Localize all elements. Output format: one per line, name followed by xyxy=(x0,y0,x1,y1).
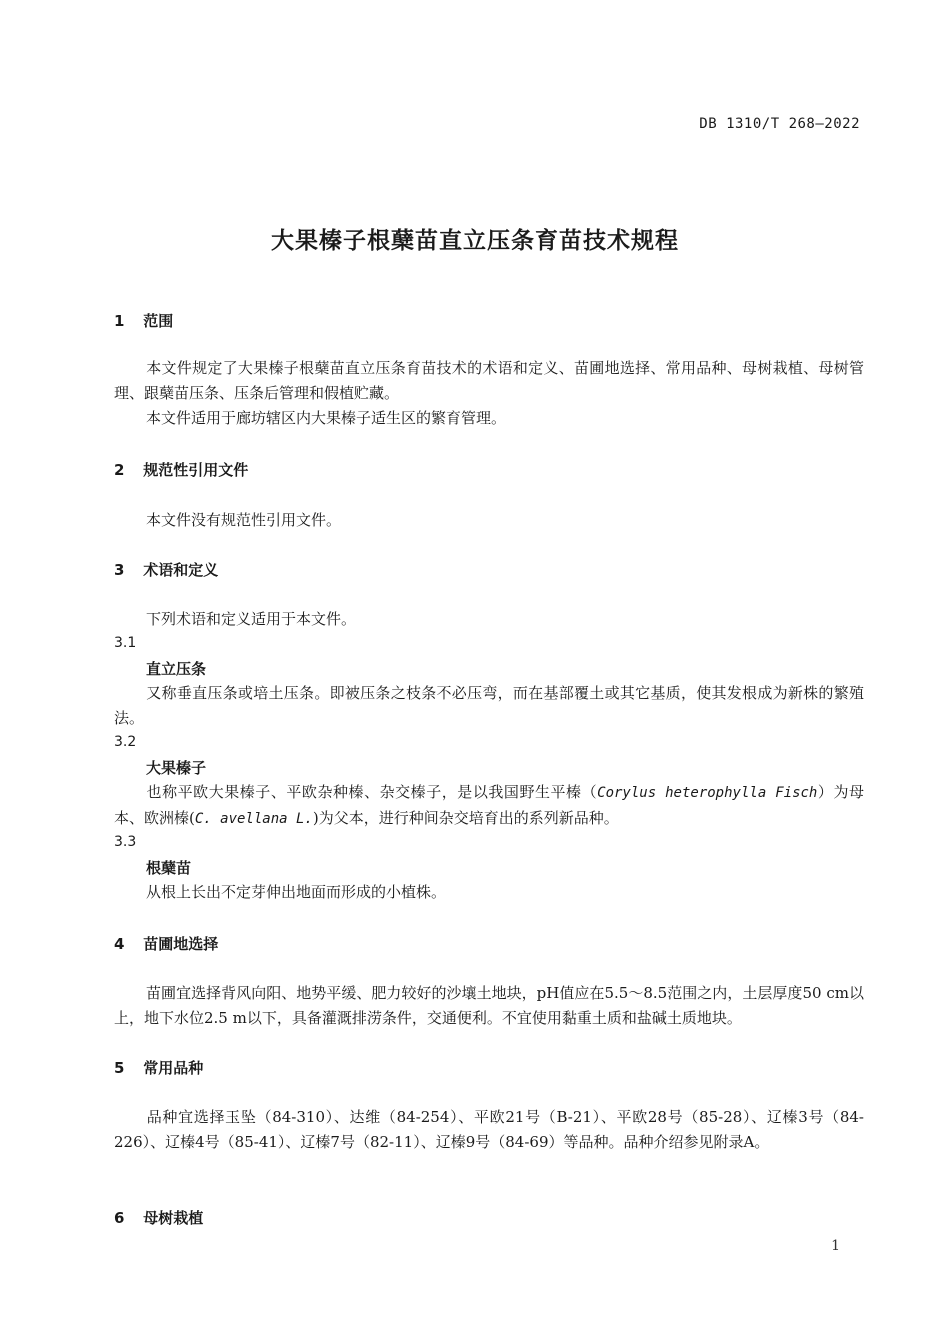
document-code: DB 1310/T 268—2022 xyxy=(699,116,860,132)
term-3-1-definition: 又称垂直压条或培土压条。即被压条之枝条不必压弯，而在基部覆土或其它基质，使其发根成为新株的繁殖法。 xyxy=(114,684,864,727)
section-6-heading: 6 母树栽植 xyxy=(114,1209,204,1227)
section-2-heading: 2 规范性引用文件 xyxy=(114,461,249,479)
term-3-3-definition: 从根上长出不定芽伸出地面而形成的小植株。 xyxy=(146,883,447,901)
section-1-paragraph-1: 本文件规定了大果榛子根蘖苗直立压条育苗技术的术语和定义、苗圃地选择、常用品种、母树栽植、母树管理、跟蘖苗压条、压条后管理和假植贮藏。 xyxy=(114,359,864,402)
latin-name-avellana: C. avellana L. xyxy=(194,811,313,827)
term-3-3-title: 根蘖苗 xyxy=(146,859,192,877)
term-3-1-number: 3.1 xyxy=(114,635,137,651)
term-3-2-title: 大果榛子 xyxy=(146,759,207,777)
latin-name-corylus: Corylus heterophylla Fisch xyxy=(597,785,818,801)
term-3-2-number: 3.2 xyxy=(114,734,137,750)
section-5-heading: 5 常用品种 xyxy=(114,1059,204,1077)
section-3-paragraph-1: 下列术语和定义适用于本文件。 xyxy=(146,610,357,628)
term-3-2-definition: 也称平欧大果榛子、平欧杂种榛、杂交榛子，是以我国野生平榛（Corylus heterophylla Fisch）为母本、欧洲榛(C. avellana L.)为父本，进行种间杂交培育出的系列新品种。 xyxy=(114,783,864,827)
section-1-paragraph-2: 本文件适用于廊坊辖区内大果榛子适生区的繁育管理。 xyxy=(146,409,507,427)
section-title: 范围 xyxy=(143,312,174,330)
section-number: 1 xyxy=(114,312,125,330)
term-3-3-number: 3.3 xyxy=(114,834,137,850)
section-2-paragraph-1: 本文件没有规范性引用文件。 xyxy=(146,511,342,529)
term-3-1-title: 直立压条 xyxy=(146,660,207,678)
section-3-heading: 3 术语和定义 xyxy=(114,561,219,579)
section-4-heading: 4 苗圃地选择 xyxy=(114,935,219,953)
page-number: 1 xyxy=(831,1238,840,1254)
section-4-paragraph-1: 苗圃宜选择背风向阳、地势平缓、肥力较好的沙壤土地块，pH值应在5.5～8.5范围之内，土层厚度50 cm以上，地下水位2.5 m以下，具备灌溉排涝条件，交通便利。不宜使用黏重土质和盐碱土质地块。 xyxy=(114,984,864,1027)
document-title: 大果榛子根蘖苗直立压条育苗技术规程 xyxy=(271,228,679,254)
section-1-heading xyxy=(114,310,173,331)
section-5-paragraph-1: 品种宜选择玉坠（84-310）、达维（84-254）、平欧21号（B-21）、平欧28号（85-28）、辽榛3号（84-226）、辽榛4号（85-41）、辽榛7号（82-11）、辽榛9号（84-69）等品种。品种介绍参见附录A。 xyxy=(114,1108,864,1151)
